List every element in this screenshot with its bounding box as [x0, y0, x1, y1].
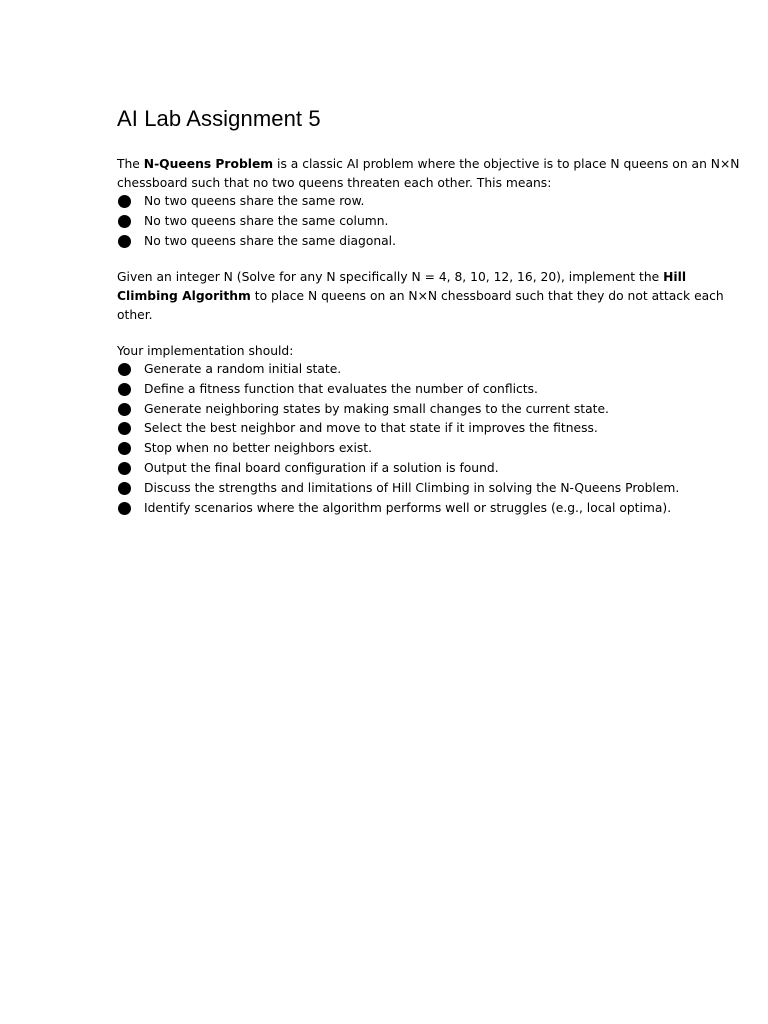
intro-bold-term: N-Queens Problem	[143, 157, 274, 171]
bullet-icon	[118, 363, 131, 376]
task-text-start: Given an integer N (Solve for any N specifically N = 4, 8, 10, 12, 16, 20), implement the	[117, 270, 664, 284]
intro-text-start: The	[117, 157, 144, 171]
step-text: Identify scenarios where the algorithm performs well or struggles (e.g., local optima).	[144, 500, 672, 515]
list-item	[117, 459, 747, 479]
list-item	[117, 439, 747, 459]
step-text: Generate neighboring states by making small changes to the current state.	[144, 401, 609, 416]
intro-paragraph	[117, 155, 745, 193]
bullet-icon	[118, 502, 131, 515]
rules-list	[117, 192, 747, 251]
task-bold-term: Hill Climbing Algorithm	[117, 270, 687, 304]
bullet-icon	[118, 403, 131, 416]
list-item	[117, 400, 747, 420]
bullet-icon	[118, 422, 131, 435]
bullet-icon	[118, 195, 131, 208]
list-item	[117, 192, 747, 212]
document-title: AI Lab Assignment 5	[117, 106, 321, 131]
list-item	[117, 360, 747, 380]
rule-text: No two queens share the same diagonal.	[144, 233, 397, 248]
steps-list	[117, 360, 747, 518]
task-text-end: to place N queens on an N×N chessboard such that they do not attack each other.	[117, 289, 724, 323]
step-text: Select the best neighbor and move to that state if it improves the fitness.	[144, 421, 598, 436]
bullet-icon	[118, 215, 131, 228]
list-item	[117, 212, 747, 232]
step-text: Generate a random initial state.	[144, 362, 342, 376]
bullet-icon	[118, 482, 131, 495]
list-item	[117, 232, 747, 252]
step-text: Define a fitness function that evaluates the number of conflicts.	[144, 381, 538, 396]
bullet-icon	[118, 235, 131, 248]
bullet-icon	[118, 462, 131, 475]
step-text: Stop when no better neighbors exist.	[144, 441, 373, 456]
bullet-icon	[118, 442, 131, 455]
rule-text: No two queens share the same row.	[144, 194, 365, 208]
intro-text-end: is a classic AI problem where the objective is to place N queens on an N×N chessboard such that no two queens threaten each other. This means:	[117, 157, 740, 191]
list-item	[117, 419, 747, 439]
bullet-icon	[118, 383, 131, 396]
rule-text: No two queens share the same column.	[144, 213, 389, 228]
implementation-heading: Your implementation should:	[117, 344, 294, 358]
step-text: Output the final board configuration if a solution is found.	[144, 460, 499, 475]
list-item	[117, 380, 747, 400]
list-item	[117, 479, 747, 499]
list-item	[117, 499, 747, 519]
step-text: Discuss the strengths and limitations of Hill Climbing in solving the N-Queens Problem.	[144, 480, 680, 495]
task-paragraph	[117, 268, 745, 326]
